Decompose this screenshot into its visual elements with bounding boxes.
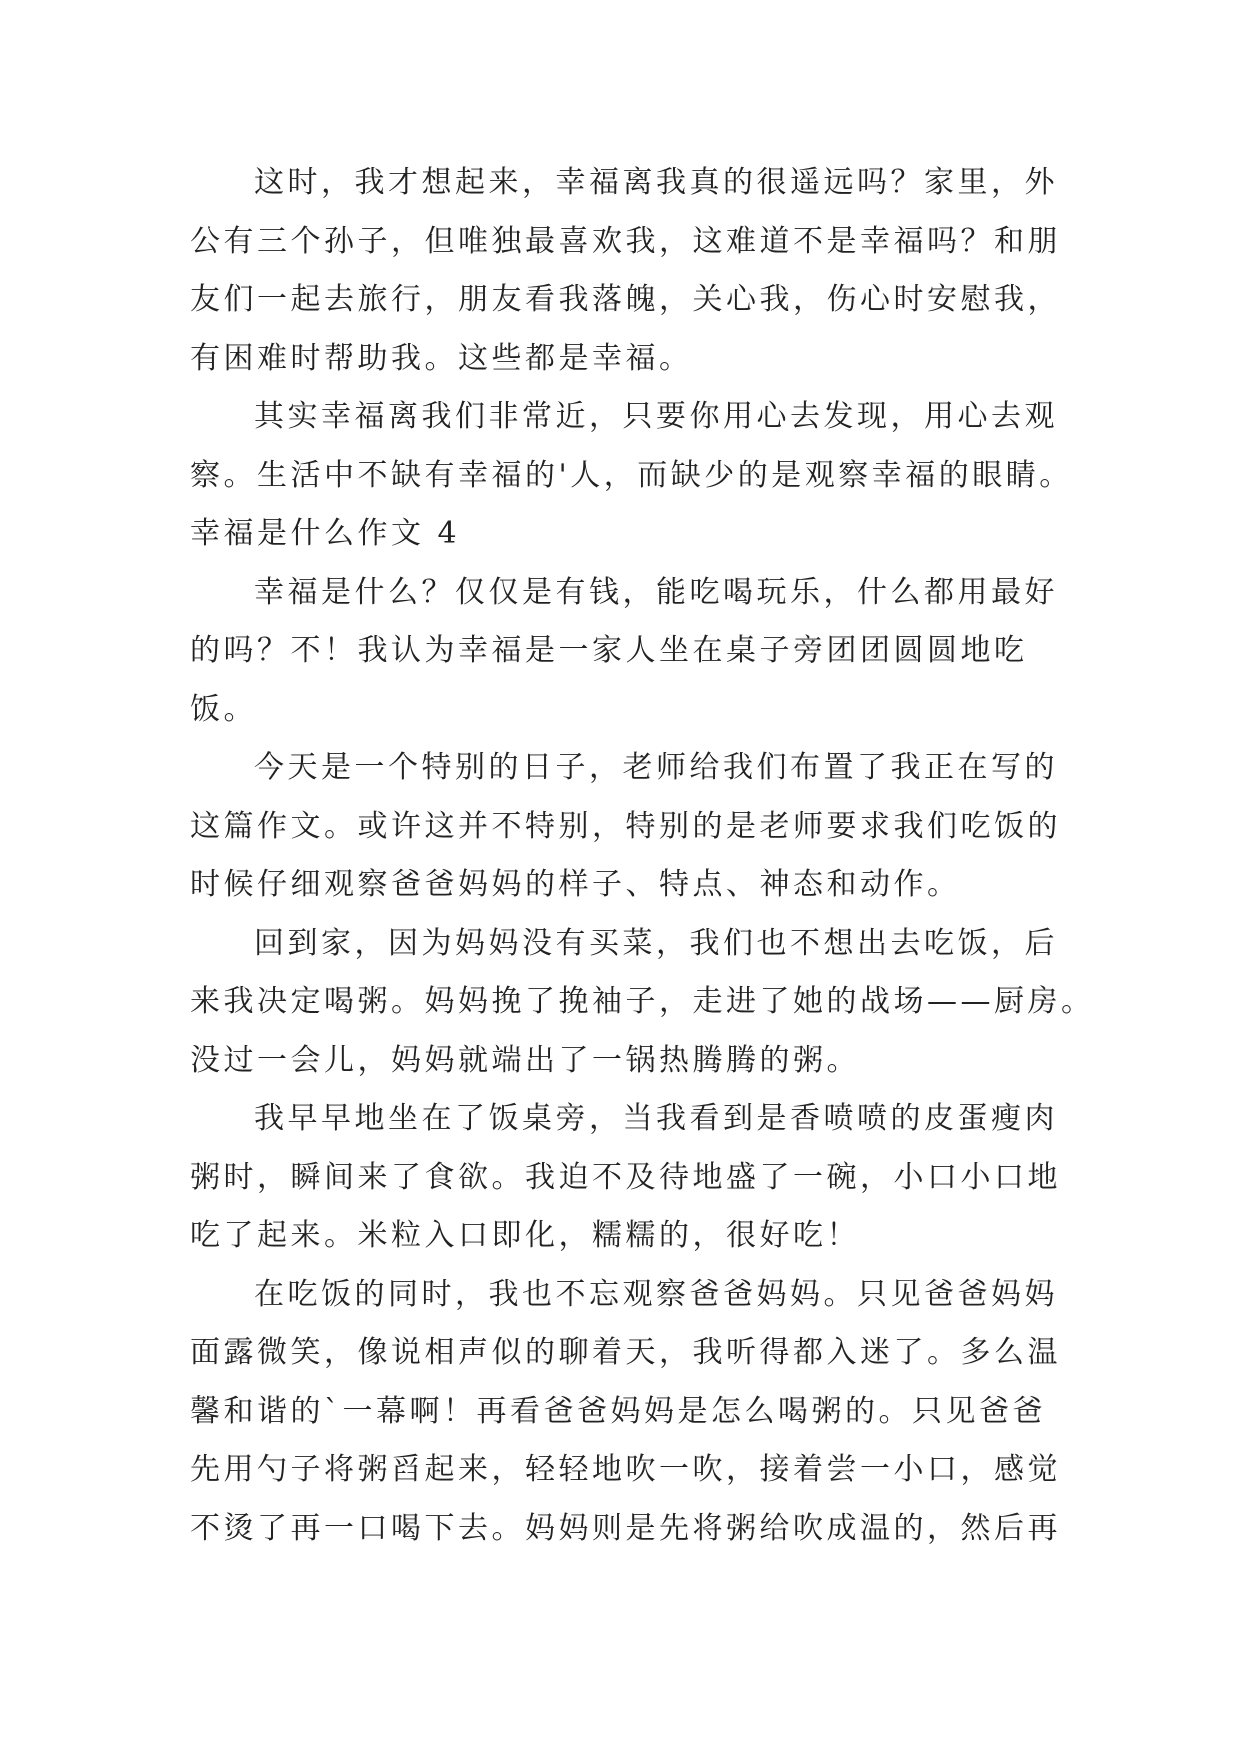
text-line: 饭。	[190, 691, 257, 727]
text-line: 在吃饭的同时，我也不忘观察爸爸妈妈。只见爸爸妈妈	[254, 1276, 1058, 1312]
text-line: 这时，我才想起来，幸福离我真的很遥远吗？家里，外	[254, 165, 1058, 200]
text-line: 我早早地坐在了饭桌旁，当我看到是香喷喷的皮蛋瘦肉	[254, 1101, 1058, 1136]
text-line: 这篇作文。或许这并不特别，特别的是老师要求我们吃饭的	[190, 808, 1061, 844]
document-body	[190, 154, 1095, 1558]
text-line: 的吗？不！我认为幸福是一家人坐在桌子旁团团圆圆地吃	[190, 633, 1028, 668]
text-line: 友们一起去旅行，朋友看我落魄，关心我，伤心时安慰我，	[190, 282, 1061, 317]
text-line: 不烫了再一口喝下去。妈妈则是先将粥给吹成温的，然后再	[190, 1510, 1061, 1546]
text-line: 幸福是什么？仅仅是有钱，能吃喝玩乐，什么都用最好	[254, 574, 1058, 610]
text-line: 公有三个孙子，但唯独最喜欢我，这难道不是幸福吗？和朋	[190, 223, 1061, 259]
text-line: 时候仔细观察爸爸妈妈的样子、特点、神态和动作。	[190, 867, 961, 902]
text-line: 回到家，因为妈妈没有买菜，我们也不想出去吃饭，后	[254, 925, 1058, 961]
text-line: 幸福是什么作文 4	[190, 516, 461, 551]
text-line: 面露微笑，像说相声似的聊着天，我听得都入迷了。多么温	[190, 1335, 1061, 1370]
text-line: 没过一会儿，妈妈就端出了一锅热腾腾的粥。	[190, 1042, 860, 1078]
text-line: 馨和谐的`一幕啊！再看爸爸妈妈是怎么喝粥的。只见爸爸	[190, 1393, 1046, 1429]
text-line: 来我决定喝粥。妈妈挽了挽袖子，走进了她的战场——厨房。	[190, 984, 1095, 1019]
text-line: 粥时，瞬间来了食欲。我迫不及待地盛了一碗，小口小口地	[190, 1159, 1061, 1195]
text-line: 察。生活中不缺有幸福的'人，而缺少的是观察幸福的眼睛。	[190, 457, 1073, 493]
text-line: 吃了起来。米粒入口即化，糯糯的，很好吃！	[190, 1218, 860, 1253]
text-line: 今天是一个特别的日子，老师给我们布置了我正在写的	[254, 750, 1058, 785]
text-line: 其实幸福离我们非常近，只要你用心去发现，用心去观	[254, 399, 1058, 434]
text-line: 有困难时帮助我。这些都是幸福。	[190, 340, 693, 376]
text-line: 先用勺子将粥舀起来，轻轻地吹一吹，接着尝一小口，感觉	[190, 1452, 1061, 1487]
